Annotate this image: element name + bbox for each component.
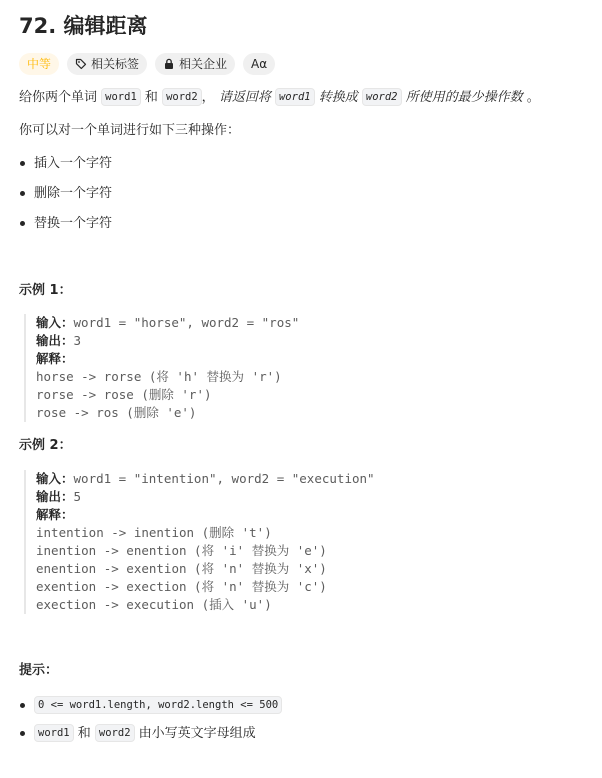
example-1-block [24, 314, 299, 422]
list-item: 删除一个字符 [19, 184, 112, 204]
problem-tags [19, 53, 275, 75]
desc-text-italic: 所使用的最少操作数 [405, 90, 523, 105]
constraints-list [19, 692, 282, 748]
explain-step: exection -> execution (插入 'u') [36, 597, 272, 612]
explain-label: 解释： [36, 507, 74, 522]
output-label: 输出： [36, 489, 74, 504]
inline-code: word2 [95, 724, 135, 742]
example-2-heading: 示例 2： [19, 438, 72, 453]
explain-step: intention -> inention (删除 't') [36, 525, 272, 540]
explain-step: exention -> exection (将 'n' 替换为 'c') [36, 579, 327, 594]
lock-icon [163, 58, 175, 70]
inline-code: word1 [34, 724, 74, 742]
desc-text-italic: 请返回将 [218, 90, 271, 105]
inline-code: word2 [162, 88, 202, 106]
input-value: word1 = "horse", word2 = "ros" [73, 315, 300, 330]
related-tags-label: 相关标签 [91, 57, 140, 71]
hints-heading: 提示： [19, 663, 59, 678]
inline-code: word2 [362, 88, 402, 106]
description-paragraph-2: 你可以对一个单词进行如下三种操作： [19, 123, 241, 138]
input-value: word1 = "intention", word2 = "execution" [73, 471, 375, 486]
description-paragraph-1 [19, 88, 540, 108]
list-item: 替换一个字符 [19, 214, 112, 234]
example-1-heading: 示例 1： [19, 283, 72, 298]
font-size-toggle[interactable]: Aα [243, 53, 275, 75]
desc-text: ， [201, 90, 215, 105]
desc-text: 。 [526, 90, 540, 105]
related-companies-label: 相关企业 [179, 57, 228, 71]
desc-text: 给你两个单词 [19, 90, 98, 105]
problem-title: 72. 编辑距离 [19, 14, 148, 38]
explain-label: 解释： [36, 351, 74, 366]
related-companies-button[interactable] [155, 53, 235, 75]
output-value: 5 [73, 489, 82, 504]
list-item [19, 720, 282, 748]
explain-step: enention -> exention (将 'n' 替换为 'x') [36, 561, 327, 576]
constraint-text: 和 [77, 726, 91, 741]
desc-text: 和 [144, 90, 158, 105]
explain-step: rorse -> rose (删除 'r') [36, 387, 212, 402]
related-tags-button[interactable] [67, 53, 147, 75]
inline-code: word1 [275, 88, 315, 106]
output-label: 输出： [36, 333, 74, 348]
tag-icon [75, 58, 87, 70]
explain-step: rose -> ros (删除 'e') [36, 405, 197, 420]
constraint-text: 由小写英文字母组成 [138, 726, 256, 741]
example-2-block [24, 470, 375, 614]
explain-step: horse -> rorse (将 'h' 替换为 'r') [36, 369, 282, 384]
input-label: 输入： [36, 315, 74, 330]
list-item: 插入一个字符 [19, 154, 112, 174]
desc-text-italic: 转换成 [318, 90, 358, 105]
inline-code: 0 <= word1.length, word2.length <= 500 [34, 696, 282, 714]
list-item [19, 692, 282, 720]
difficulty-badge[interactable]: 中等 [19, 53, 59, 75]
inline-code: word1 [101, 88, 141, 106]
operations-list [19, 154, 112, 234]
output-value: 3 [73, 333, 82, 348]
input-label: 输入： [36, 471, 74, 486]
explain-step: inention -> enention (将 'i' 替换为 'e') [36, 543, 327, 558]
